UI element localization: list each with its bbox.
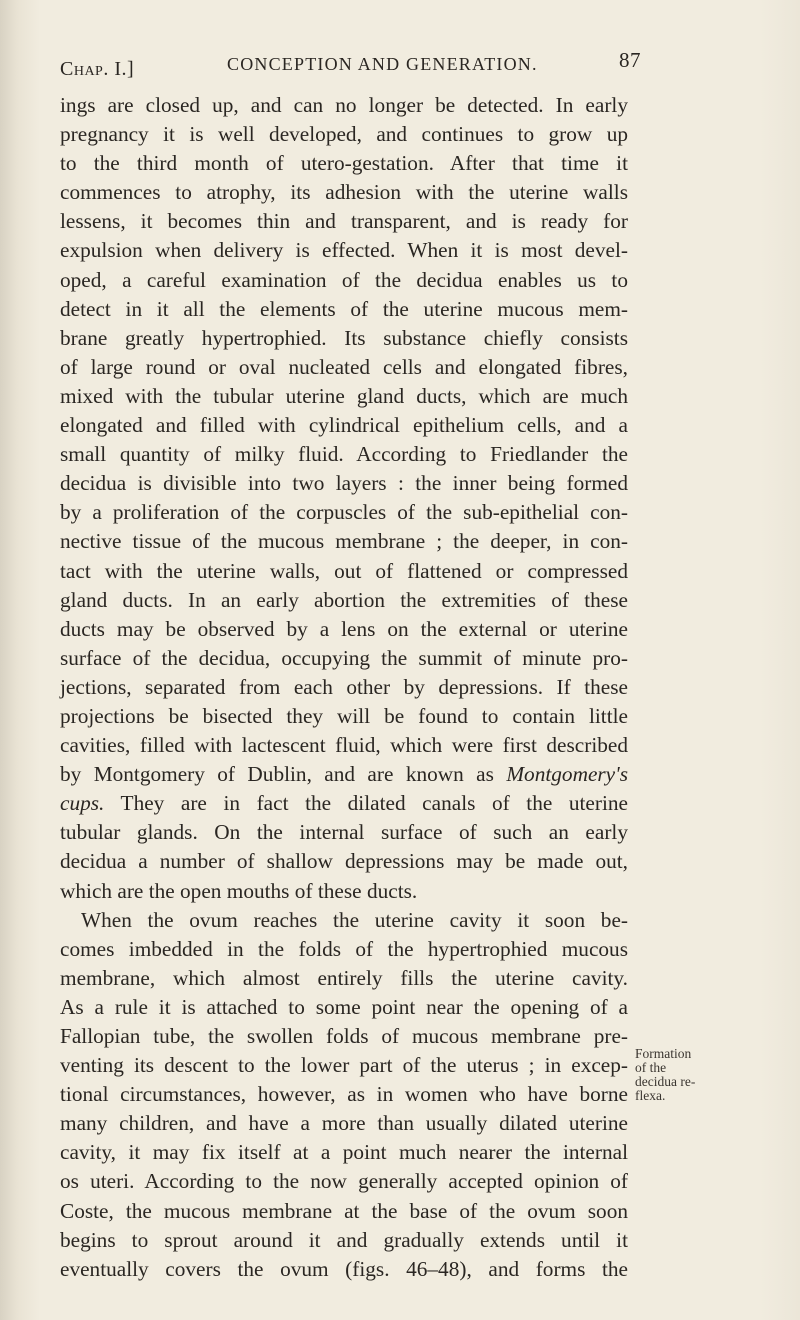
- text-line: tional circumstances, however, as in women who have borne: [60, 1082, 628, 1107]
- text-line: lessens, it becomes thin and transparent, and is ready for: [60, 209, 628, 234]
- text-line: venting its descent to the lower part of the uterus ; in excep-: [60, 1053, 628, 1078]
- text-line: eventually covers the ovum (figs. 46–48), and forms the: [60, 1256, 628, 1281]
- margin-note-line: flexa.: [635, 1088, 666, 1103]
- italic-phrase: Montgomery's: [506, 762, 628, 787]
- text-line: elongated and filled with cylindrical epithelium cells, and a: [60, 413, 628, 438]
- text-line: brane greatly hypertrophied. Its substance chiefly consists: [60, 325, 628, 350]
- text-line: cavity, it may fix itself at a point much nearer the internal: [60, 1140, 628, 1165]
- margin-note-line: Formation: [635, 1046, 692, 1061]
- text-line: oped, a careful examination of the decidua enables us to: [60, 267, 628, 292]
- text-line: pregnancy it is well developed, and continues to grow up: [60, 122, 628, 147]
- text-line: comes imbedded in the folds of the hypertrophied mucous: [60, 936, 628, 961]
- text-line: decidua is divisible into two layers : the inner being formed: [60, 471, 628, 496]
- italic-word: cups.: [60, 791, 105, 816]
- text-fragment: They are in fact the dilated canals of the uterine: [104, 791, 628, 816]
- text-line: surface of the decidua, occupying the summit of minute pro-: [60, 645, 628, 670]
- text-line: mixed with the tubular uterine gland ducts, which are much: [60, 383, 628, 408]
- text-line: ings are closed up, and can no longer be detected. In early: [60, 93, 628, 117]
- text-line-montgomery: [60, 760, 628, 789]
- text-line: many children, and have a more than usually dilated uterine: [60, 1111, 628, 1136]
- text-line: nective tissue of the mucous membrane ; the deeper, in con-: [60, 529, 628, 554]
- margin-note-line: decidua re-: [635, 1074, 696, 1089]
- text-line: Coste, the mucous membrane at the base of the ovum soon: [60, 1198, 628, 1223]
- text-line: gland ducts. In an early abortion the extremities of these: [60, 587, 628, 612]
- text-line: As a rule it is attached to some point near the opening of a: [60, 994, 628, 1019]
- text-line: commences to atrophy, its adhesion with the uterine walls: [60, 180, 628, 205]
- text-line: Fallopian tube, the swollen folds of mucous membrane pre-: [60, 1024, 628, 1048]
- chapter-label: Chap. I.]: [60, 58, 135, 80]
- text-line: tact with the uterine walls, out of flattened or compressed: [60, 558, 628, 583]
- page-number: 87: [619, 48, 641, 72]
- page-header-title: CONCEPTION AND GENERATION.: [227, 54, 538, 74]
- text-line: decidua a number of shallow depressions may be made out,: [60, 849, 628, 874]
- text-line-cups: [60, 789, 628, 818]
- text-line: jections, separated from each other by depressions. If these: [60, 674, 628, 699]
- paragraph-start-line: When the ovum reaches the uterine cavity it soon be-: [81, 907, 628, 932]
- text-line: projections be bisected they will be found to contain little: [60, 703, 628, 728]
- margin-note-line: of the: [635, 1060, 667, 1075]
- text-line: small quantity of milky fluid. According to Friedlander the: [60, 442, 628, 467]
- text-line: expulsion when delivery is effected. When it is most devel-: [60, 238, 628, 263]
- paragraph-end-line: which are the open mouths of these ducts.: [60, 878, 418, 903]
- text-line: os uteri. According to the now generally accepted opinion of: [60, 1169, 628, 1194]
- text-line: detect in it all the elements of the uterine mucous mem-: [60, 296, 628, 321]
- text-line: of large round or oval nucleated cells and elongated fibres,: [60, 354, 628, 379]
- margin-note: [635, 1047, 755, 1103]
- running-head: [60, 48, 680, 82]
- text-fragment: by Montgomery of Dublin, and are known as: [60, 762, 494, 787]
- text-line: to the third month of utero-gestation. After that time it: [60, 151, 628, 176]
- text-line: cavities, filled with lactescent fluid, which were first described: [60, 733, 628, 758]
- text-line: ducts may be observed by a lens on the external or uterine: [60, 616, 628, 641]
- text-line: membrane, which almost entirely fills the uterine cavity.: [60, 965, 628, 990]
- text-line: by a proliferation of the corpuscles of the sub-epithelial con-: [60, 500, 628, 525]
- text-line: begins to sprout around it and gradually extends until it: [60, 1227, 628, 1252]
- text-line: tubular glands. On the internal surface of such an early: [60, 820, 628, 845]
- body-text: [60, 91, 628, 1284]
